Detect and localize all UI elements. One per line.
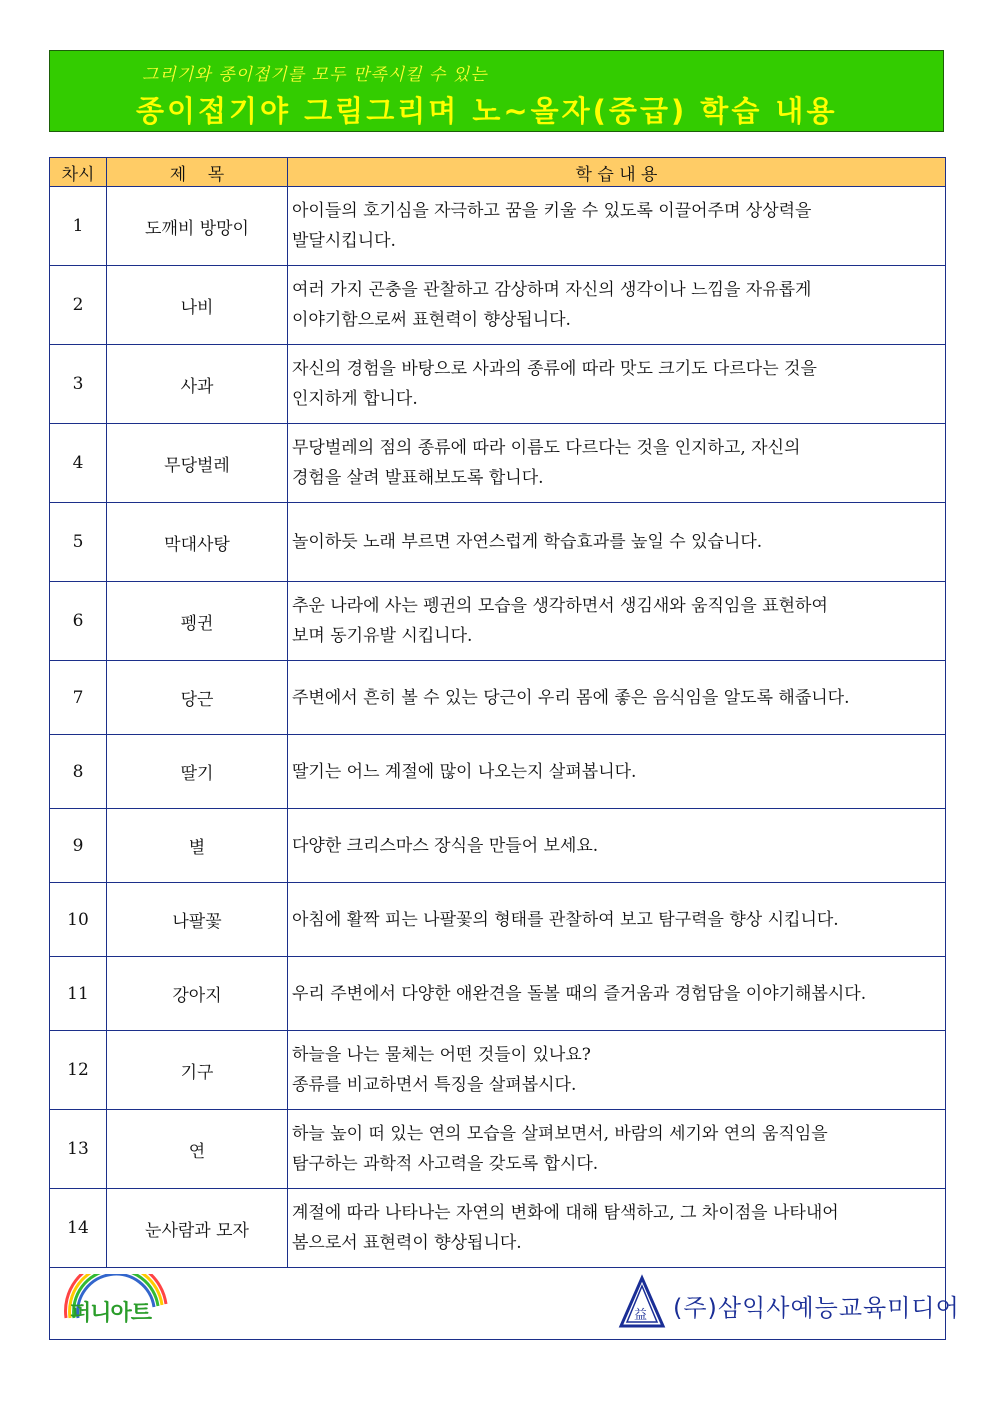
content-line: 계절에 따라 나타나는 자연의 변화에 대해 탐색하고, 그 차이점을 나타내어 xyxy=(292,1203,839,1223)
lesson-title: 나비 xyxy=(107,266,288,345)
banner-title: 종이접기야 그림그리며 노~올자(중급) 학습 내용 xyxy=(136,94,838,128)
session-number: 7 xyxy=(50,661,107,735)
content-line: 발달시킵니다. xyxy=(292,231,396,251)
lesson-content xyxy=(288,1110,946,1189)
content-line: 아침에 활짝 피는 나팔꽃의 형태를 관찰하여 보고 탐구력을 향상 시킵니다. xyxy=(292,909,839,930)
lesson-content xyxy=(288,661,946,735)
lesson-title: 막대사탕 xyxy=(107,503,288,582)
table-row xyxy=(50,1110,946,1189)
lesson-title: 도깨비 방망이 xyxy=(107,187,288,266)
lesson-content xyxy=(288,503,946,582)
table-row xyxy=(50,345,946,424)
funny-art-logo-text: 퍼니아트 xyxy=(70,1301,152,1326)
content-line: 다양한 크리스마스 장식을 만들어 보세요. xyxy=(292,835,599,856)
samik-triangle-icon xyxy=(617,1274,667,1332)
lesson-content xyxy=(288,883,946,957)
lesson-content xyxy=(288,266,946,345)
footer-row xyxy=(50,1268,946,1340)
lesson-title: 펭귄 xyxy=(107,582,288,661)
lesson-title: 딸기 xyxy=(107,735,288,809)
lesson-title: 사과 xyxy=(107,345,288,424)
session-number: 13 xyxy=(50,1110,107,1189)
content-line: 봄으로서 표현력이 향상됩니다. xyxy=(292,1233,522,1253)
table-row xyxy=(50,735,946,809)
table-row xyxy=(50,582,946,661)
lesson-plan-table xyxy=(49,157,960,1340)
content-line: 종류를 비교하면서 특징을 살펴봅시다. xyxy=(292,1075,577,1095)
lesson-title: 당근 xyxy=(107,661,288,735)
table-row xyxy=(50,187,946,266)
content-line: 주변에서 흔히 볼 수 있는 당근이 우리 몸에 좋은 음식임을 알도록 해줍니다. xyxy=(292,687,850,708)
title-banner xyxy=(49,50,944,132)
session-number: 1 xyxy=(50,187,107,266)
samik-logo-text: (주)삼익사예능교육미디어 xyxy=(673,1294,960,1322)
table-row xyxy=(50,424,946,503)
header-title: 제 목 xyxy=(107,158,288,187)
content-line: 자신의 경험을 바탕으로 사과의 종류에 따라 맛도 크기도 다르다는 것을 xyxy=(292,359,817,379)
lesson-title: 눈사람과 모자 xyxy=(107,1189,288,1268)
table-row xyxy=(50,1031,946,1110)
content-line: 무당벌레의 점의 종류에 따라 이름도 다르다는 것을 인지하고, 자신의 xyxy=(292,438,801,458)
lesson-title: 기구 xyxy=(107,1031,288,1110)
table-row xyxy=(50,883,946,957)
content-line: 인지하게 합니다. xyxy=(292,389,418,409)
content-line: 여러 가지 곤충을 관찰하고 감상하며 자신의 생각이나 느낌을 자유롭게 xyxy=(292,280,812,300)
lesson-title: 강아지 xyxy=(107,957,288,1031)
table-row xyxy=(50,809,946,883)
content-line: 탐구하는 과학적 사고력을 갖도록 합시다. xyxy=(292,1154,599,1174)
session-number: 8 xyxy=(50,735,107,809)
lesson-title: 별 xyxy=(107,809,288,883)
samik-mark: 益 xyxy=(634,1308,648,1323)
session-number: 14 xyxy=(50,1189,107,1268)
lesson-title: 무당벌레 xyxy=(107,424,288,503)
table-row xyxy=(50,266,946,345)
session-number: 3 xyxy=(50,345,107,424)
session-number: 11 xyxy=(50,957,107,1031)
funny-art-logo xyxy=(56,1274,190,1332)
session-number: 4 xyxy=(50,424,107,503)
content-line: 이야기함으로써 표현력이 향상됩니다. xyxy=(292,310,571,330)
content-line: 하늘을 나는 물체는 어떤 것들이 있나요? xyxy=(292,1045,591,1065)
table-row xyxy=(50,1189,946,1268)
session-number: 5 xyxy=(50,503,107,582)
content-line: 경험을 살려 발표해보도록 합니다. xyxy=(292,468,544,488)
session-number: 6 xyxy=(50,582,107,661)
lesson-content xyxy=(288,187,946,266)
content-line: 추운 나라에 사는 펭귄의 모습을 생각하면서 생김새와 움직임을 표현하여 xyxy=(292,596,828,616)
session-number: 2 xyxy=(50,266,107,345)
lesson-title: 연 xyxy=(107,1110,288,1189)
lesson-content xyxy=(288,735,946,809)
lesson-content xyxy=(288,424,946,503)
lesson-content xyxy=(288,582,946,661)
content-line: 보며 동기유발 시킵니다. xyxy=(292,626,473,646)
table-header-row xyxy=(50,158,946,187)
content-line: 딸기는 어느 계절에 많이 나오는지 살펴봅니다. xyxy=(292,761,637,782)
lesson-content xyxy=(288,809,946,883)
banner-subtitle: 그리기와 종이접기를 모두 만족시킬 수 있는 xyxy=(142,65,488,85)
session-number: 12 xyxy=(50,1031,107,1110)
content-line: 우리 주변에서 다양한 애완견을 돌볼 때의 즐거움과 경험담을 이야기해봅시다. xyxy=(292,983,867,1004)
session-number: 10 xyxy=(50,883,107,957)
lesson-content xyxy=(288,345,946,424)
lesson-content xyxy=(288,1189,946,1268)
table-row xyxy=(50,661,946,735)
header-session: 차시 xyxy=(50,158,107,187)
content-line: 하늘 높이 떠 있는 연의 모습을 살펴보면서, 바람의 세기와 연의 움직임을 xyxy=(292,1124,828,1144)
content-line: 놀이하듯 노래 부르면 자연스럽게 학습효과를 높일 수 있습니다. xyxy=(292,532,763,552)
content-line: 아이들의 호기심을 자극하고 꿈을 키울 수 있도록 이끌어주며 상상력을 xyxy=(292,201,812,221)
table-row xyxy=(50,503,946,582)
header-content: 학 습 내 용 xyxy=(288,158,946,187)
lesson-title: 나팔꽃 xyxy=(107,883,288,957)
footer-cell xyxy=(50,1268,960,1340)
session-number: 9 xyxy=(50,809,107,883)
samik-logo xyxy=(617,1274,960,1332)
lesson-content xyxy=(288,957,946,1031)
table-row xyxy=(50,957,946,1031)
lesson-content xyxy=(288,1031,946,1110)
